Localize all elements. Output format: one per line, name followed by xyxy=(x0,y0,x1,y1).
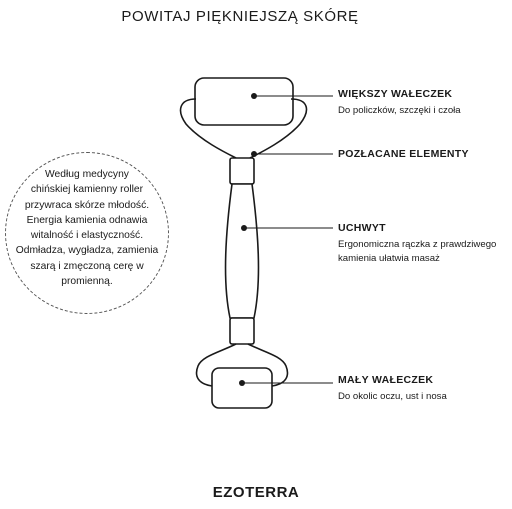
gold-connector-top xyxy=(230,158,254,184)
callout-gold-parts-label: POZŁACANE ELEMENTY xyxy=(338,148,469,160)
small-roller-stone xyxy=(212,368,272,408)
callout-small-roller-desc: Do okolic oczu, ust i nosa xyxy=(338,391,447,402)
callout-small-roller-label: MAŁY WAŁECZEK xyxy=(338,374,434,386)
callout-dot xyxy=(241,225,247,231)
intro-line: przywraca skórze młodość. xyxy=(24,199,150,211)
intro-line: Według medycyny xyxy=(45,169,129,180)
intro-line: Odmładza, wygładza, zamienia xyxy=(15,245,159,257)
large-roller-stone xyxy=(195,78,293,125)
callout-dot xyxy=(251,93,257,99)
callout-dot xyxy=(239,380,245,386)
callout-handle-label: UCHWYT xyxy=(338,222,386,234)
callout-handle-desc: kamienia ułatwia masaż xyxy=(338,253,440,264)
intro-line: witalność i elastyczność. xyxy=(30,230,144,242)
callout-dot xyxy=(251,151,257,157)
brand-name: EZOTERRA xyxy=(212,484,300,501)
page-title: POWITAJ PIĘKNIEJSZĄ SKÓRĘ xyxy=(121,8,359,25)
handle xyxy=(226,184,259,318)
gold-connector-bottom xyxy=(230,318,254,344)
callout-handle-desc: Ergonomiczna rączka z prawdziwego xyxy=(338,239,497,250)
callout-large-roller-desc: Do policzków, szczęki i czoła xyxy=(338,105,461,116)
callout-large-roller-label: WIĘKSZY WAŁECZEK xyxy=(338,88,453,100)
intro-line: Energia kamienia odnawia xyxy=(26,214,148,226)
intro-line: promienną. xyxy=(61,276,113,288)
intro-line: szarą i zmęczoną cerę w xyxy=(30,260,144,272)
intro-line: chińskiej kamienny roller xyxy=(30,184,144,196)
